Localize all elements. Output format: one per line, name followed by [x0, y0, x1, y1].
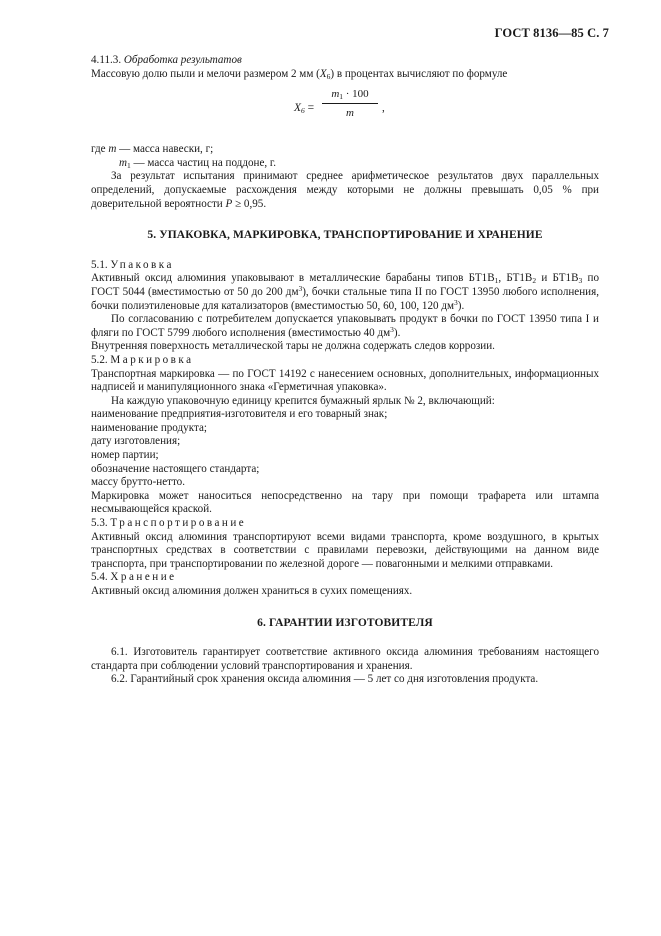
label-item: дату изготовления;: [91, 435, 181, 448]
page-header: ГОСТ 8136—85 С. 7: [494, 26, 609, 40]
clause-5-2-label-intro: На каждую упаковочную единицу крепится бумажный ярлык № 2, включающий:: [111, 394, 495, 407]
label-item: обозначение настоящего стандарта;: [91, 462, 260, 475]
clause-5-4-heading: 5.4. Хранение: [91, 571, 177, 584]
formula-numerator: $m_1 \cdot 100$: [331, 88, 369, 102]
fraction-bar: [322, 103, 378, 104]
clause-5-3-text: Активный оксид алюминия транспортируют всеми видами транспорта, кроме воздушного, в крытых транспортных средствах в соответствии с правилами перевозки, действующими на данном виде транспорта, при транспортировании по железной дороге — повагонными и мелкими отправками.: [91, 530, 599, 570]
clause-5-2-stencil: Маркировка может наноситься непосредственно на тару при помощи трафарета или штампа несмывающейся краской.: [91, 489, 599, 516]
clause-5-1-heading: 5.1. Упаковка: [91, 258, 174, 271]
where-m1: $m_1$ — масса частиц на поддоне, г.: [119, 156, 276, 170]
clause-5-1-inner-surface: Внутренняя поверхность металлической тары не должна содержать следов коррозии.: [91, 340, 495, 353]
clause-5-1-text: Активный оксид алюминия упаковывают в металлические барабаны типов $БТ1В_1$, $БТ1В_2$ и $БТ1В_3$ по ГОСТ 5044 (вместимостью от 50 до 200 $дм^3$), бочки стальные типа II по ГОСТ 13950 любого исполнения, бочки полиэтиленовые для катализаторов (вместимостью 50, 60, 100, 120 $дм^3$).: [91, 272, 599, 312]
where-m: где m — масса навески, г;: [91, 143, 214, 156]
clause-4-11-3-heading: 4.11.3. Обработка результатов: [91, 54, 242, 66]
clause-6-1: 6.1. Изготовитель гарантирует соответствие активного оксида алюминия требованиям настоящего стандарта при соблюдении условий транспортирования и хранения.: [91, 646, 599, 672]
clause-4-11-3-intro: Массовую долю пыли и мелочи размером 2 мм $(X_6)$ в процентах вычисляют по формуле: [91, 67, 508, 81]
clause-5-1-agreement: По согласованию с потребителем допускается упаковывать продукт в бочки по ГОСТ 13950 типа I и фляги по ГОСТ 5799 любого исполнения (вместимостью 40 $дм^3$).: [91, 313, 599, 339]
clause-5-4-text: Активный оксид алюминия должен храниться в сухих помещениях.: [91, 585, 413, 597]
formula-x6: [91, 87, 599, 135]
formula-denominator: m: [346, 107, 354, 120]
clause-6-2: 6.2. Гарантийный срок хранения оксида алюминия — 5 лет со дня изготовления продукта.: [111, 673, 539, 686]
result-paragraph: За результат испытания принимают среднее арифметическое результатов двух параллельных определений, допускаемые расхождения между которыми не должны превышать 0,05 % при доверительной вероятности P ≥ 0,95.: [91, 170, 599, 210]
label-item: наименование продукта;: [91, 421, 207, 434]
label-item: наименование предприятия-изготовителя и его товарный знак;: [91, 408, 388, 421]
clause-5-3-heading: 5.3. Транспортирование: [91, 517, 247, 530]
clause-4-11-3-title: Обработка результатов: [123, 54, 242, 66]
clause-5-2-text: Транспортная маркировка — по ГОСТ 14192 с нанесением основных, дополнительных, информационных надписей и манипуляционного знака «Герметичная упаковка».: [91, 367, 599, 394]
section-5-title: 5. УПАКОВКА, МАРКИРОВКА, ТРАНСПОРТИРОВАНИЕ И ХРАНЕНИЕ: [147, 229, 543, 242]
label-item: номер партии;: [91, 449, 159, 462]
formula-lhs: $X_6$ =: [294, 102, 315, 116]
label-item: массу брутто-нетто.: [91, 476, 186, 489]
section-6-title: 6. ГАРАНТИИ ИЗГОТОВИТЕЛЯ: [257, 616, 433, 629]
formula-fraction: [322, 87, 378, 120]
formula-comma: ,: [382, 102, 385, 115]
page-content: [91, 54, 599, 687]
clause-5-2-heading: 5.2. Маркировка: [91, 353, 194, 366]
